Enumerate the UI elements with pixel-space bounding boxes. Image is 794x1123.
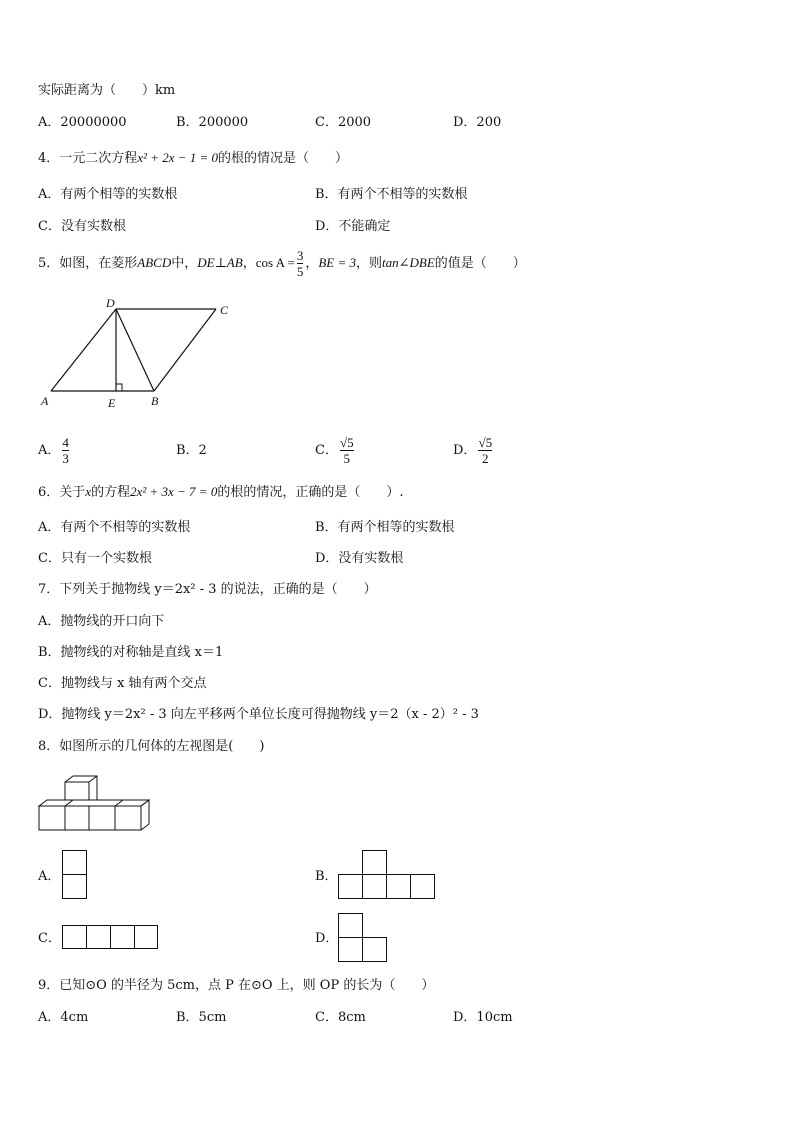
q5-option-d-den: 2 — [482, 451, 489, 466]
q8-option-d[interactable]: D． — [315, 931, 339, 946]
q5-comma2: ， — [305, 256, 319, 271]
q5-option-d-fraction — [478, 435, 492, 466]
q4-prefix: 4．一元二次方程 — [38, 151, 138, 166]
q7-option-a[interactable]: A．抛物线的开口向下 — [38, 614, 165, 629]
q3-option-c[interactable]: C．2000 — [315, 115, 372, 130]
q8-option-a[interactable]: A． — [38, 869, 61, 884]
q7-option-b[interactable]: B．抛物线的对称轴是直线 x＝1 — [38, 645, 224, 660]
q5-ask-suffix: 的值是（ ） — [434, 256, 526, 271]
q3-option-b[interactable]: B．200000 — [176, 115, 249, 130]
q5-rhombus-figure — [38, 295, 248, 415]
q5-option-c-num: √5 — [339, 435, 354, 450]
q5-stem — [38, 244, 526, 283]
label-c: C — [220, 303, 229, 317]
q5-option-d-label: D． — [453, 443, 477, 458]
q8-option-c[interactable]: C． — [38, 931, 61, 946]
q5-mid1: 中， — [171, 256, 198, 271]
q6-stem — [38, 483, 403, 502]
q6-mid: 的方程 — [91, 485, 131, 500]
side-ad — [51, 309, 116, 391]
q5-option-d[interactable] — [453, 432, 494, 470]
side-cb — [154, 309, 216, 391]
q9-stem: 9．已知⊙O 的半径为 5cm，点 P 在⊙O 上，则 OP 的长为（ ） — [38, 978, 435, 993]
q8-stem: 8．如图所示的几何体的左视图是( ) — [38, 739, 265, 754]
q5-shape: ABCD — [137, 255, 172, 270]
q5-option-a-num: 4 — [62, 435, 69, 450]
q5-option-c[interactable] — [315, 432, 356, 470]
q3-option-d[interactable]: D．200 — [453, 115, 502, 130]
q6-option-d[interactable]: D．没有实数根 — [315, 551, 404, 566]
q5-comma1: ， — [242, 256, 256, 271]
q5-option-a[interactable] — [38, 432, 71, 470]
segment-db — [116, 309, 154, 391]
q4-option-c[interactable]: C．没有实数根 — [38, 219, 126, 234]
q5-option-c-label: C． — [315, 443, 338, 458]
q9-option-d[interactable]: D．10cm — [453, 1010, 513, 1025]
label-a: A — [41, 394, 49, 408]
q4-option-a[interactable]: A．有两个相等的实数根 — [38, 187, 178, 202]
q5-option-b[interactable]: B．2 — [176, 443, 207, 458]
label-b: B — [151, 394, 159, 408]
q6-equation: 2x² + 3x − 7 = 0 — [130, 484, 218, 499]
q4-suffix: 的根的情况是（ ） — [218, 151, 349, 166]
label-d: D — [106, 296, 115, 310]
q3-stem-tail: 实际距离为（ ）km — [38, 83, 176, 98]
q5-option-d-num: √5 — [478, 435, 493, 450]
q4-option-d[interactable]: D．不能确定 — [315, 219, 391, 234]
q5-ask-prefix: ，则 — [356, 256, 383, 271]
q7-option-d[interactable]: D．抛物线 y＝2x² - 3 向左平移两个单位长度可得抛物线 y＝2（x - 2）² - 3 — [38, 707, 479, 722]
q5-cos-fraction — [297, 248, 304, 279]
q5-perp: DE⊥AB — [197, 255, 243, 270]
q6-var: x — [85, 484, 92, 499]
q5-tan: tan∠DBE — [382, 255, 435, 270]
q5-option-a-fraction — [62, 435, 69, 466]
q9-option-a[interactable]: A．4cm — [38, 1010, 89, 1025]
right-angle-mark — [116, 384, 122, 391]
q5-option-a-label: A． — [38, 443, 61, 458]
q4-option-b[interactable]: B．有两个不相等的实数根 — [315, 187, 468, 202]
q7-stem: 7．下列关于抛物线 y＝2x² - 3 的说法，正确的是（ ） — [38, 582, 377, 597]
q9-option-c[interactable]: C．8cm — [315, 1010, 366, 1025]
q6-option-a[interactable]: A．有两个不相等的实数根 — [38, 520, 191, 535]
q5-be: BE = 3 — [318, 255, 356, 270]
label-e: E — [108, 396, 116, 410]
q3-option-a[interactable]: A．20000000 — [38, 115, 127, 130]
q5-option-a-den: 3 — [62, 451, 69, 466]
q6-option-b[interactable]: B．有两个相等的实数根 — [315, 520, 455, 535]
q9-option-b[interactable]: B．5cm — [176, 1010, 227, 1025]
q5-cos-den: 5 — [296, 264, 304, 279]
q6-option-c[interactable]: C．只有一个实数根 — [38, 551, 152, 566]
q5-cos-num: 3 — [296, 248, 304, 263]
q6-suffix: 的根的情况，正确的是（ ）. — [217, 485, 404, 500]
q5-prefix: 5．如图，在菱形 — [38, 256, 138, 271]
q6-prefix: 6．关于 — [38, 485, 86, 500]
q5-option-c-fraction — [340, 435, 354, 466]
q7-option-c[interactable]: C．抛物线与 x 轴有两个交点 — [38, 676, 207, 691]
q4-stem — [38, 149, 348, 168]
q8-solid-figure — [36, 774, 156, 836]
q5-option-c-den: 5 — [343, 451, 351, 466]
q8-option-b[interactable]: B． — [315, 869, 338, 884]
q4-equation: x² + 2x − 1 = 0 — [137, 150, 219, 165]
q5-cos-label: cos A = — [255, 255, 295, 270]
